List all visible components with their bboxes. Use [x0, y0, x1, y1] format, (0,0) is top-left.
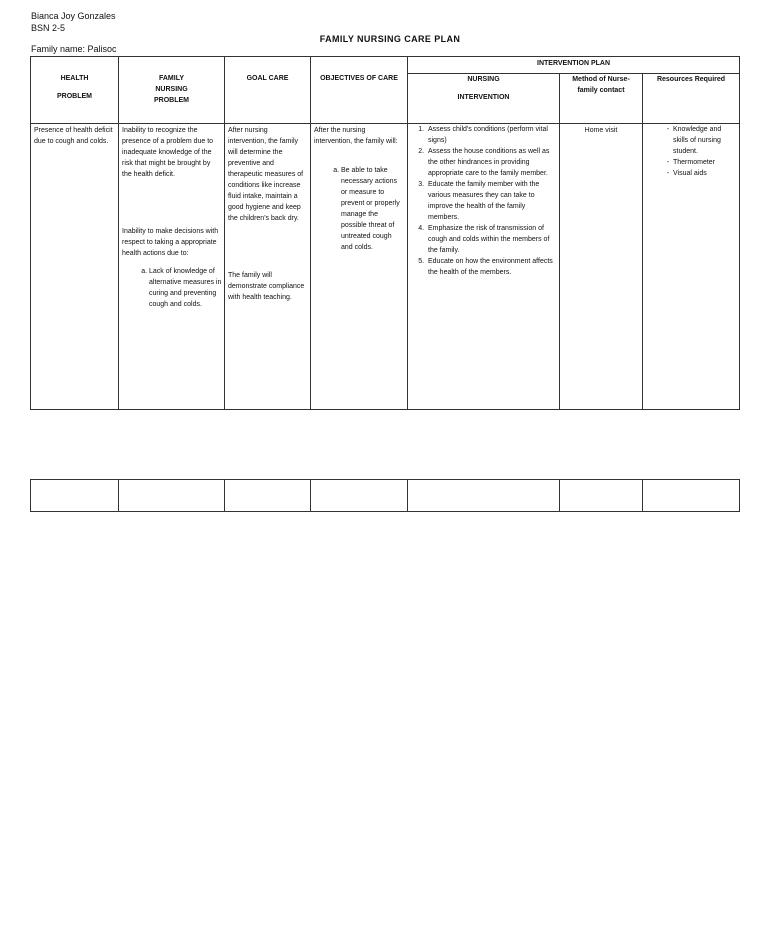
cell-objectives-of-care: [311, 124, 408, 410]
student-name: Bianca Joy Gonzales: [31, 11, 116, 21]
nursing-intervention-list: [408, 124, 559, 278]
list-item: 2. Assess the house conditions as well as the other hindrances in providing appropriate care to the family member.: [426, 146, 555, 179]
family-nursing-problem-text-1: Inability to recognize the presence of a problem due to inadequate knowledge of the risk that might be brought by the health deficit.: [122, 127, 214, 178]
table-row: [31, 124, 740, 410]
empty-cell: [31, 480, 119, 512]
column-header-family-nursing-problem: [119, 57, 225, 124]
cell-nursing-intervention: [408, 124, 560, 410]
cell-goal-care: [225, 124, 311, 410]
empty-cell: [311, 480, 408, 512]
resources-list: [643, 124, 739, 179]
document-title: FAMILY NURSING CARE PLAN: [319, 34, 461, 44]
list-item: a. Be able to take necessary actions or measure to prevent or properly manage the possible threat of untreated cough and colds.: [341, 165, 405, 253]
intervention-plan-header-text: INTERVENTION PLAN: [537, 60, 611, 67]
cell-health-problem: [31, 124, 119, 410]
empty-cell: [408, 480, 560, 512]
cell-method-of-contact: [560, 124, 643, 410]
table-row: [31, 480, 740, 512]
column-header-resources-required: [643, 74, 740, 124]
objectives-sublist: [311, 165, 407, 253]
list-item: 1. Assess child's conditions (perform vital signs): [426, 124, 555, 146]
column-header-intervention-plan: [408, 57, 740, 74]
family-name: Family name: Palisoc: [31, 44, 117, 54]
goal-care-header-text: GOAL CARE: [246, 75, 289, 82]
nursing-intervention-header-line: NURSING: [467, 76, 500, 84]
list-item: 5. Educate on how the environment affects the health of the members.: [426, 256, 555, 278]
health-problem-header-line: PROBLEM: [57, 93, 92, 100]
nursing-intervention-header-line: INTERVENTION: [457, 94, 510, 102]
list-item: - Knowledge and skills of nursing student.: [673, 124, 735, 157]
list-item: 3. Educate the family member with the various measures they can take to improve the health of the family members.: [426, 179, 555, 223]
list-item: - Visual aids: [673, 168, 735, 179]
family-nursing-problem-sublist: [119, 266, 224, 310]
cell-resources-required: [643, 124, 740, 410]
empty-cell: [119, 480, 225, 512]
health-problem-text: Presence of health deficit due to cough and colds.: [34, 127, 113, 145]
care-plan-table: [30, 56, 740, 410]
class-section: BSN 2-5: [31, 23, 66, 33]
cell-family-nursing-problem: [119, 124, 225, 410]
resources-header-text: Resources Required: [656, 76, 726, 84]
column-header-goal-care: [225, 57, 311, 124]
goal-care-text-2: The family will demonstrate compliance with health teaching.: [228, 272, 305, 301]
objectives-intro-text: After the nursing intervention, the family will:: [314, 127, 398, 145]
method-of-contact-text: Home visit: [584, 127, 618, 134]
column-header-health-problem: [31, 57, 119, 124]
objectives-header-text: OBJECTIVES OF CARE: [320, 75, 398, 82]
empty-cell: [225, 480, 311, 512]
health-problem-header-line: HEALTH: [60, 75, 89, 82]
continuation-table: [30, 479, 740, 512]
column-header-nursing-intervention: [408, 74, 560, 124]
list-item: a. Lack of knowledge of alternative measures in curing and preventing cough and colds.: [149, 266, 222, 310]
family-nursing-problem-header-text: FAMILY NURSING PROBLEM: [154, 75, 189, 104]
list-item: - Thermometer: [673, 157, 735, 168]
empty-cell: [560, 480, 643, 512]
method-of-contact-header-text: Method of Nurse-family contact: [572, 76, 630, 95]
column-header-method-of-contact: [560, 74, 643, 124]
list-item: 4. Emphasize the risk of transmission of cough and colds within the members of the family.: [426, 223, 555, 256]
family-nursing-problem-text-2: Inability to make decisions with respect to taking a appropriate health actions due to:: [122, 228, 219, 257]
empty-cell: [643, 480, 740, 512]
goal-care-text-1: After nursing intervention, the family will determine the preventive and therapeutic measures of conditions like increase fluid intake, maintain a good hygiene and keep the children's back dry.: [228, 127, 304, 222]
column-header-objectives-of-care: [311, 57, 408, 124]
